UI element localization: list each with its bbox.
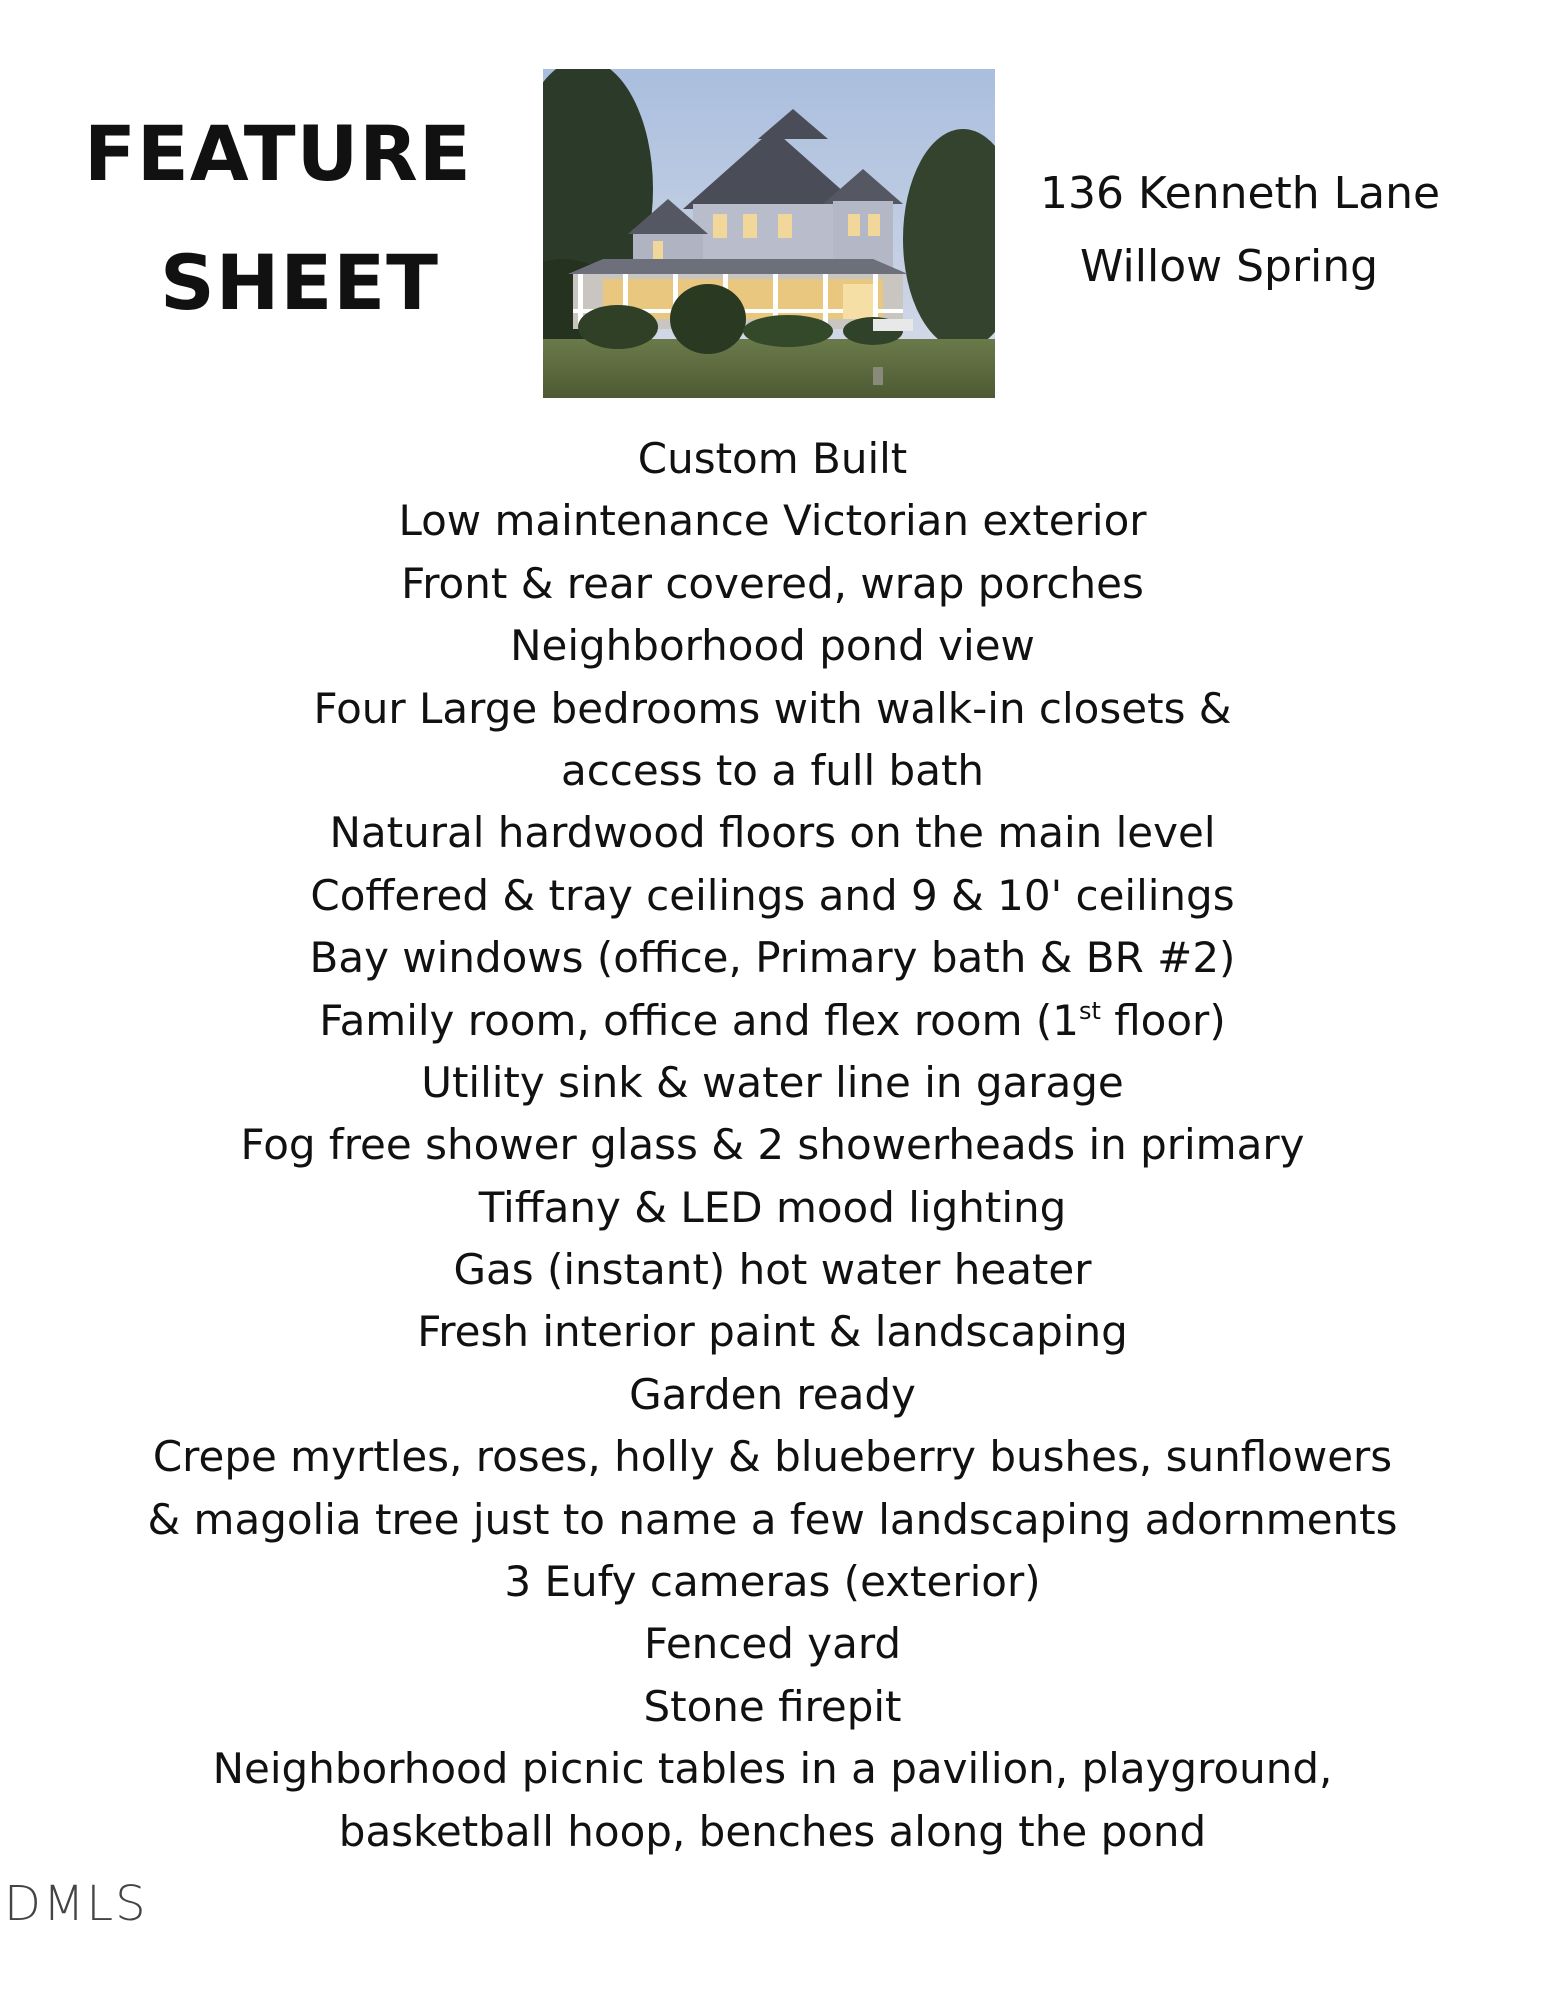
feature-item: Natural hardwood floors on the main level <box>329 808 1216 858</box>
address-street: 136 Kenneth Lane <box>1040 168 1441 219</box>
feature-item: Gas (instant) hot water heater <box>453 1245 1092 1295</box>
feature-item: Stone firepit <box>643 1681 902 1731</box>
feature-item: & magolia tree just to name a few landscaping adornments <box>147 1494 1398 1544</box>
feature-item: Tiffany & LED mood lighting <box>478 1182 1067 1232</box>
dmls-watermark: DMLS <box>4 1876 148 1932</box>
feature-item: Garden ready <box>629 1369 916 1419</box>
feature-list <box>0 428 1545 1863</box>
address-city: Willow Spring <box>1080 241 1379 292</box>
house-photo <box>543 69 995 398</box>
title-feature: FEATURE <box>84 109 472 198</box>
feature-item: Fenced yard <box>643 1619 902 1669</box>
feature-item: Custom Built <box>637 434 908 483</box>
feature-item: Coffered & tray ceilings and 9 & 10' ceilings <box>310 870 1235 920</box>
family-room-text: Family room, office and flex room (1 <box>319 995 1079 1045</box>
feature-item: Front & rear covered, wrap porches <box>401 558 1144 608</box>
title-sheet: SHEET <box>160 238 440 327</box>
feature-item: Bay windows (office, Primary bath & BR #2) <box>309 933 1236 983</box>
ordinal-suffix: st <box>1078 996 1101 1025</box>
feature-item-family-room <box>0 990 1545 1052</box>
feature-item: Crepe myrtles, roses, holly & blueberry bushes, sunflowers <box>152 1432 1393 1482</box>
feature-item: basketball hoop, benches along the pond <box>338 1806 1207 1856</box>
feature-item: Fresh interior paint & landscaping <box>417 1307 1128 1357</box>
feature-item: Neighborhood picnic tables in a pavilion, playground, <box>212 1744 1333 1794</box>
feature-item: 3 Eufy cameras (exterior) <box>504 1557 1041 1607</box>
feature-item: Low maintenance Victorian exterior <box>398 496 1147 546</box>
feature-item: Neighborhood pond view <box>510 621 1035 671</box>
family-room-text-end: floor) <box>1100 995 1226 1045</box>
feature-item: Fog free shower glass & 2 showerheads in primary <box>240 1120 1305 1170</box>
feature-item: Utility sink & water line in garage <box>421 1057 1124 1107</box>
feature-item: access to a full bath <box>560 745 985 795</box>
feature-item: Four Large bedrooms with walk-in closets & <box>313 683 1232 733</box>
